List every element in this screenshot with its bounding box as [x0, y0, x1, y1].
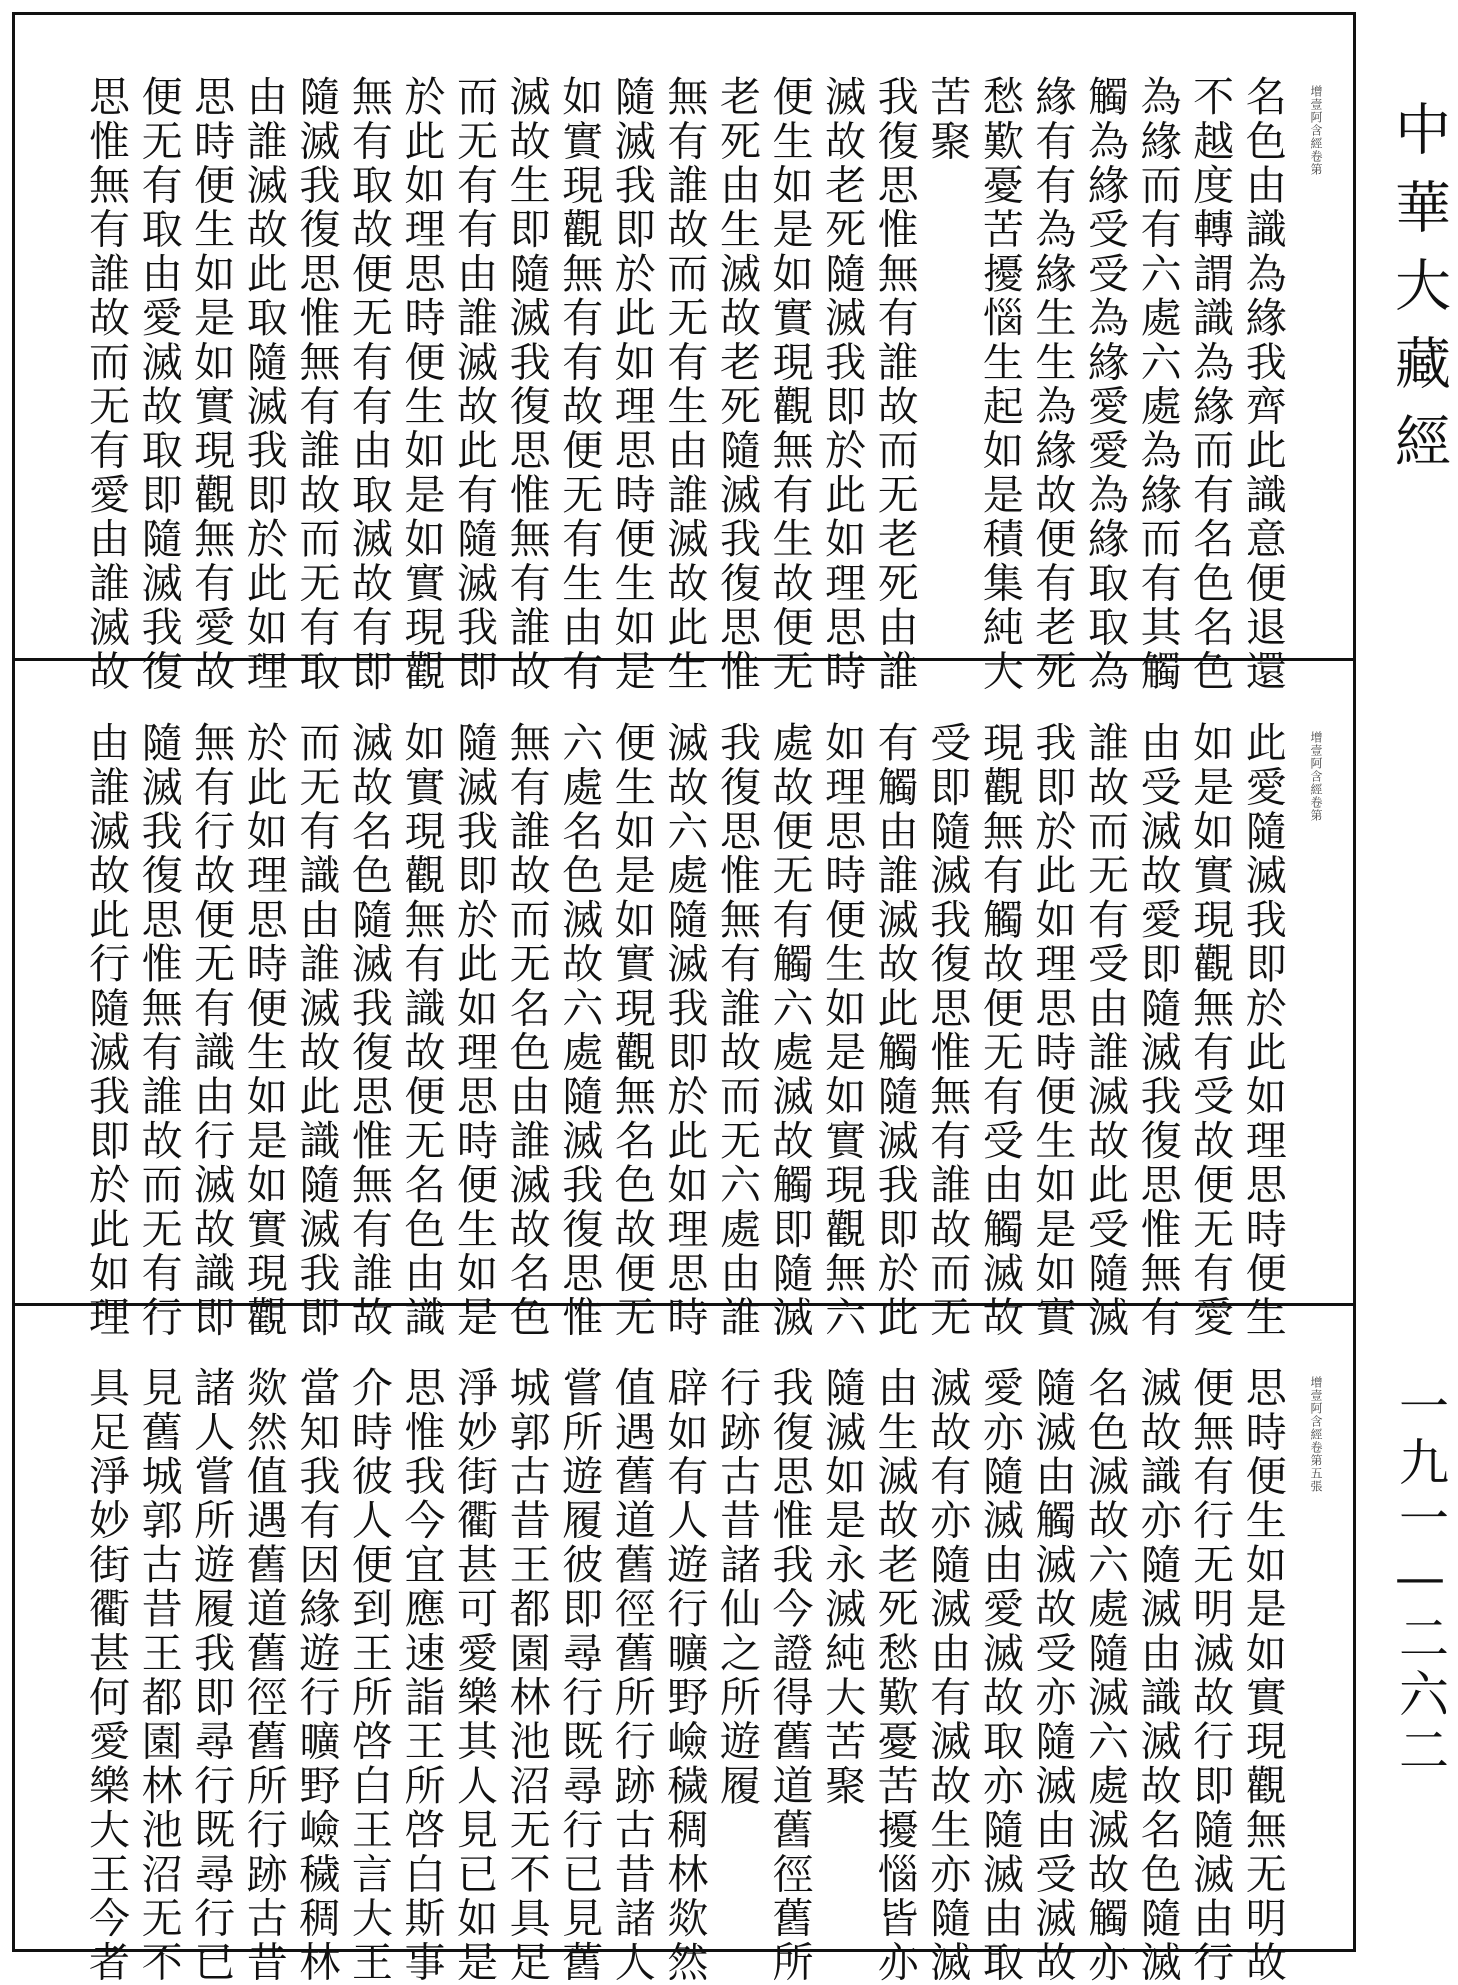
text-column: 老死由生滅故老死隨滅我復思惟	[712, 75, 761, 694]
text-column: 思惟我今宜應速詣王所啓白斯事	[397, 1366, 446, 1985]
text-column: 而无有有由誰滅故此有隨滅我即	[450, 75, 499, 694]
column-group	[82, 1366, 1287, 1985]
text-column: 具足淨妙街衢甚何愛樂大王今者	[82, 1366, 130, 1985]
text-column: 無有取故便无有有由取滅故有即	[344, 75, 393, 694]
collection-title: 中華大藏經	[1386, 100, 1451, 490]
text-column: 滅故生即隨滅我復思惟無有誰故	[502, 75, 551, 694]
text-column: 如實現觀無有有故便无有生由有	[555, 75, 604, 694]
text-column: 行跡古昔諸仙之所遊履	[712, 1366, 761, 1808]
text-column: 名色滅故六處隨滅六處滅故觸亦	[1080, 1366, 1129, 1985]
text-panel-bottom	[15, 1306, 1353, 1985]
text-column: 受即隨滅我復思惟無有誰故而无	[923, 721, 972, 1340]
text-column: 無有誰故而无名色由誰滅故名色	[502, 721, 551, 1340]
text-column: 觸為緣受受為緣愛愛為緣取取為	[1080, 75, 1129, 694]
text-column: 嘗所遊履彼即尋行既尋行已見舊	[555, 1366, 604, 1985]
page-frame	[12, 12, 1356, 1985]
text-column: 由生滅故老死愁歎憂苦擾惱皆亦	[870, 1366, 919, 1985]
text-column: 介時彼人便到王所啓白王言大王	[344, 1366, 393, 1985]
text-column: 思惟無有誰故而无有愛由誰滅故	[82, 75, 130, 694]
text-column: 滅故有亦隨滅由有滅故生亦隨滅	[923, 1366, 972, 1985]
margin-note: 增壹阿含經卷第五張	[1309, 1376, 1323, 1493]
text-column: 如理思時便生如是如實現觀無六	[818, 721, 867, 1340]
text-column: 欻然值遇舊道舊徑舊所行跡古昔	[239, 1366, 288, 1985]
text-column: 淨妙街衢甚可愛樂其人見已如是	[450, 1366, 499, 1985]
text-column: 由誰滅故此取隨滅我即於此如理	[239, 75, 288, 694]
text-column: 名色由識為緣我齊此識意便退還	[1238, 75, 1287, 694]
text-column: 便無有行无明滅故行即隨滅由行	[1186, 1366, 1235, 1985]
text-column: 現觀無有觸故便无有受由觸滅故	[975, 721, 1024, 1340]
text-column: 隨滅如是永滅純大苦聚	[818, 1366, 867, 1808]
text-panel-top	[15, 15, 1353, 694]
text-column: 便生如是如實現觀無有生故便无	[765, 75, 814, 694]
text-panel-middle	[15, 661, 1353, 1340]
column-group	[82, 721, 1287, 1340]
text-column: 滅故名色隨滅我復思惟無有誰故	[344, 721, 393, 1340]
text-column: 諸人嘗所遊履我即尋行既尋行已	[187, 1366, 236, 1985]
text-column: 於此如理思時便生如是如實現觀	[239, 721, 288, 1340]
text-column: 我復思惟無有誰故而无老死由誰	[870, 75, 919, 694]
text-column: 隨滅由觸滅故受亦隨滅由受滅故	[1028, 1366, 1077, 1985]
text-column: 我復思惟我今證得舊道舊徑舊所	[765, 1366, 814, 1985]
text-column: 苦聚	[923, 75, 972, 164]
text-column: 無有行故便无有識由行滅故識即	[187, 721, 236, 1340]
text-column: 城郭古昔王都園林池沼无不具足	[502, 1366, 551, 1985]
text-column: 我即於此如理思時便生如是如實	[1028, 721, 1077, 1340]
text-column: 而无有識由誰滅故此識隨滅我即	[292, 721, 341, 1340]
text-column: 如是如實現觀無有受故便无有愛	[1186, 721, 1235, 1340]
text-column: 由受滅故愛即隨滅我復思惟無有	[1133, 721, 1182, 1340]
text-column: 我復思惟無有誰故而无六處由誰	[712, 721, 761, 1340]
page-number: 一九一—二六二	[1391, 1380, 1449, 1780]
text-column: 隨滅我即於此如理思時便生如是	[607, 75, 656, 694]
text-column: 值遇舊道舊徑舊所行跡古昔諸人	[607, 1366, 656, 1985]
column-group	[82, 75, 1287, 694]
text-column: 愁歎憂苦擾惱生起如是積集純大	[975, 75, 1024, 694]
text-column: 處故便无有觸六處滅故觸即隨滅	[765, 721, 814, 1340]
text-column: 隨滅我復思惟無有誰故而无有取	[292, 75, 341, 694]
text-column: 愛亦隨滅由愛滅故取亦隨滅由取	[975, 1366, 1024, 1985]
text-column: 見舊城郭古昔王都園林池沼无不	[134, 1366, 183, 1985]
text-column: 辟如有人遊行曠野嶮穢稠林欻然	[660, 1366, 709, 1985]
text-column: 為緣而有六處六處為緣而有其觸	[1133, 75, 1182, 694]
margin-note: 增壹阿含經卷第	[1309, 731, 1323, 822]
text-column: 緣有有為緣生生為緣故便有老死	[1028, 75, 1077, 694]
text-column: 當知我有因緣遊行曠野嶮穢稠林	[292, 1366, 341, 1985]
text-column: 便生如是如實現觀無名色故便无	[607, 721, 656, 1340]
text-column: 六處名色滅故六處隨滅我復思惟	[555, 721, 604, 1340]
text-column: 由誰滅故此行隨滅我即於此如理	[82, 721, 130, 1340]
text-column: 思時便生如是如實現觀無无明故	[1238, 1366, 1287, 1985]
text-column: 隨滅我即於此如理思時便生如是	[450, 721, 499, 1340]
text-column: 便无有取由愛滅故取即隨滅我復	[134, 75, 183, 694]
text-column: 如實現觀無有識故便无名色由識	[397, 721, 446, 1340]
text-column: 無有誰故而无有生由誰滅故此生	[660, 75, 709, 694]
text-column: 誰故而无有受由誰滅故此受隨滅	[1080, 721, 1129, 1340]
text-column: 不越度轉謂識為緣而有名色名色	[1186, 75, 1235, 694]
margin-note: 增壹阿含經卷第	[1309, 85, 1323, 176]
text-column: 隨滅我復思惟無有誰故而无有行	[134, 721, 183, 1340]
text-column: 滅故老死隨滅我即於此如理思時	[818, 75, 867, 694]
text-column: 滅故識亦隨滅由識滅故名色隨滅	[1133, 1366, 1182, 1985]
text-column: 此愛隨滅我即於此如理思時便生	[1238, 721, 1287, 1340]
text-column: 於此如理思時便生如是如實現觀	[397, 75, 446, 694]
text-column: 有觸由誰滅故此觸隨滅我即於此	[870, 721, 919, 1340]
text-column: 滅故六處隨滅我即於此如理思時	[660, 721, 709, 1340]
text-column: 思時便生如是如實現觀無有愛故	[187, 75, 236, 694]
